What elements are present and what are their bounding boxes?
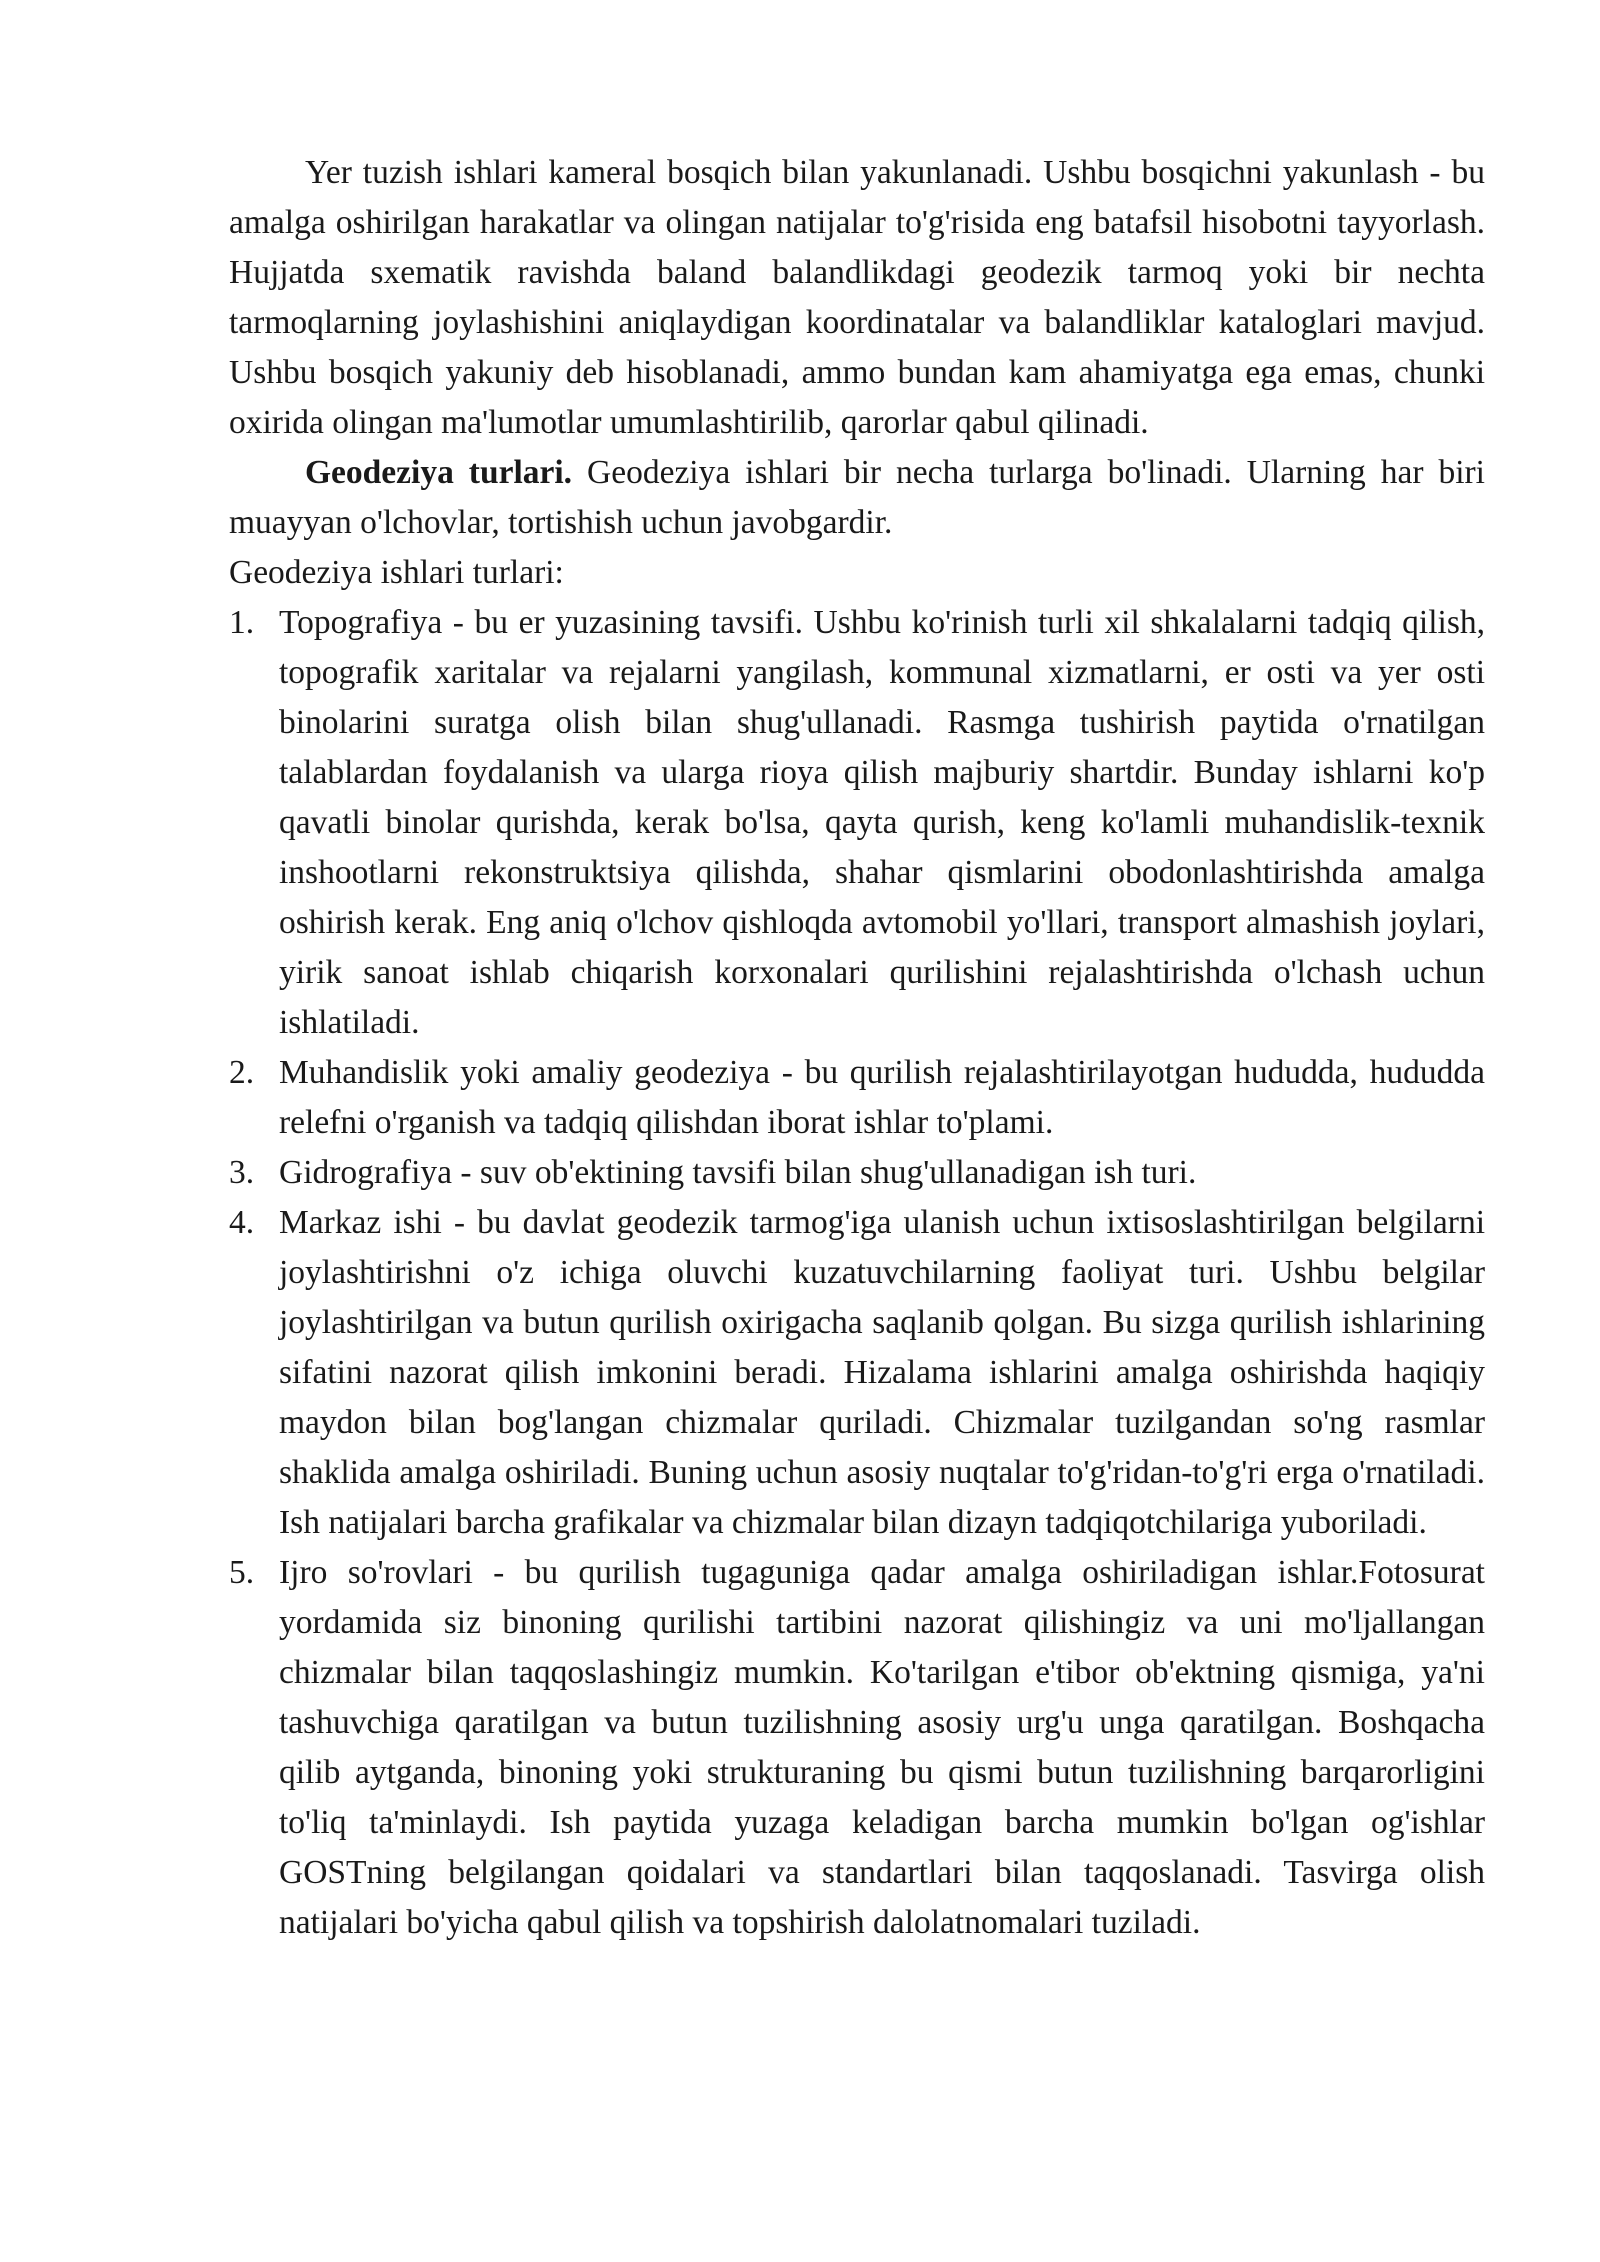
list-item bbox=[229, 598, 1485, 1048]
list-item-number: 5. bbox=[229, 1554, 255, 1591]
list-intro: Geodeziya ishlari turlari: bbox=[229, 554, 564, 591]
section-heading: Geodeziya turlari. bbox=[305, 454, 573, 491]
paragraph-types bbox=[229, 448, 1485, 548]
list-item bbox=[229, 1198, 1485, 1548]
list-item-text: Gidrografiya - suv ob'ektining tavsifi bilan shug'ullanadigan ish turi. bbox=[279, 1154, 1197, 1191]
list-item bbox=[229, 1048, 1485, 1148]
list-item-text: Muhandislik yoki amaliy geodeziya - bu qurilish rejalashtirilayotgan hududda, hududda relefni o'rganish va tadqiq qilishdan iborat ishlar to'plami. bbox=[279, 1054, 1485, 1141]
document-page bbox=[229, 148, 1485, 1948]
paragraph-intro: Yer tuzish ishlari kameral bosqich bilan yakunlanadi. Ushbu bosqichni yakunlash - bu amalga oshirilgan harakatlar va olingan natijalar to'g'risida eng batafsil hisobotni tayyorlash. Hujjatda sxematik ravishda baland balandlikdagi geodezik tarmoq yoki bir nechta tarmoqlarning joylashishini aniqlaydigan koordinatalar va balandliklar kataloglari mavjud. Ushbu bosqich yakuniy deb hisoblanadi, ammo bundan kam ahamiyatga ega emas, chunki oxirida olingan ma'lumotlar umumlashtirilib, qarorlar qabul qilinadi. bbox=[229, 154, 1485, 441]
list-item-text: Topografiya - bu er yuzasining tavsifi. Ushbu ko'rinish turli xil shkalalarni tadqiq qilish, topografik xaritalar va rejalarni yangilash, kommunal xizmatlarni, er osti va yer osti binolarini suratga olish bilan shug'ullanadi. Rasmga tushirish paytida o'rnatilgan talablardan foydalanish va ularga rioya qilish majburiy shartdir. Bunday ishlarni ko'p qavatli binolar qurishda, kerak bo'lsa, qayta qurish, keng ko'lamli muhandislik-texnik inshootlarni rekonstruktsiya qilishda, shahar qismlarini obodonlashtirishda amalga oshirish kerak. Eng aniq o'lchov qishloqda avtomobil yo'llari, transport almashish joylari, yirik sanoat ishlab chiqarish korxonalari qurilishini rejalashtirishda o'lchash uchun ishlatiladi. bbox=[279, 604, 1485, 1041]
list-item-number: 1. bbox=[229, 604, 255, 641]
list-item-text: Markaz ishi - bu davlat geodezik tarmog'iga ulanish uchun ixtisoslashtirilgan belgilarni joylashtirishni o'z ichiga oluvchi kuzatuvchilarning faoliyat turi. Ushbu belgilar joylashtirilgan va butun qurilish oxirigacha saqlanib qolgan. Bu sizga qurilish ishlarining sifatini nazorat qilish imkonini beradi. Hizalama ishlarini amalga oshirishda haqiqiy maydon bilan bog'langan chizmalar quriladi. Chizmalar tuzilgandan so'ng rasmlar shaklida amalga oshiriladi. Buning uchun asosiy nuqtalar to'g'ridan-to'g'ri erga o'rnatiladi. Ish natijalari barcha grafikalar va chizmalar bilan dizayn tadqiqotchilariga yuboriladi. bbox=[279, 1204, 1485, 1541]
list-item-number: 2. bbox=[229, 1054, 255, 1091]
list-item bbox=[229, 1548, 1485, 1948]
list-item bbox=[229, 1148, 1485, 1198]
list-item-text: Ijro so'rovlari - bu qurilish tugaguniga qadar amalga oshiriladigan ishlar.Fotosurat yordamida siz binoning qurilishi tartibini nazorat qilishingiz va uni mo'ljallangan chizmalar bilan taqqoslashingiz mumkin. Ko'tarilgan e'tibor ob'ektning qismiga, ya'ni tashuvchiga qaratilgan va butun tuzilishning asosiy urg'u unga qaratilgan. Boshqacha qilib aytganda, binoning yoki strukturaning bu qismi butun tuzilishning barqarorligini to'liq ta'minlaydi. Ish paytida yuzaga keladigan barcha mumkin bo'lgan og'ishlar GOSTning belgilangan qoidalari va standartlari bilan taqqoslanadi. Tasvirga olish natijalari bo'yicha qabul qilish va topshirish dalolatnomalari tuziladi. bbox=[279, 1554, 1485, 1941]
section-heading-text: Geodeziya ishlari bir necha turlarga bo'linadi. Ularning har biri muayyan o'lchovlar, tortishish uchun javobgardir. bbox=[229, 454, 1485, 541]
types-list bbox=[229, 598, 1485, 1948]
list-item-number: 4. bbox=[229, 1204, 255, 1241]
list-item-number: 3. bbox=[229, 1154, 255, 1191]
